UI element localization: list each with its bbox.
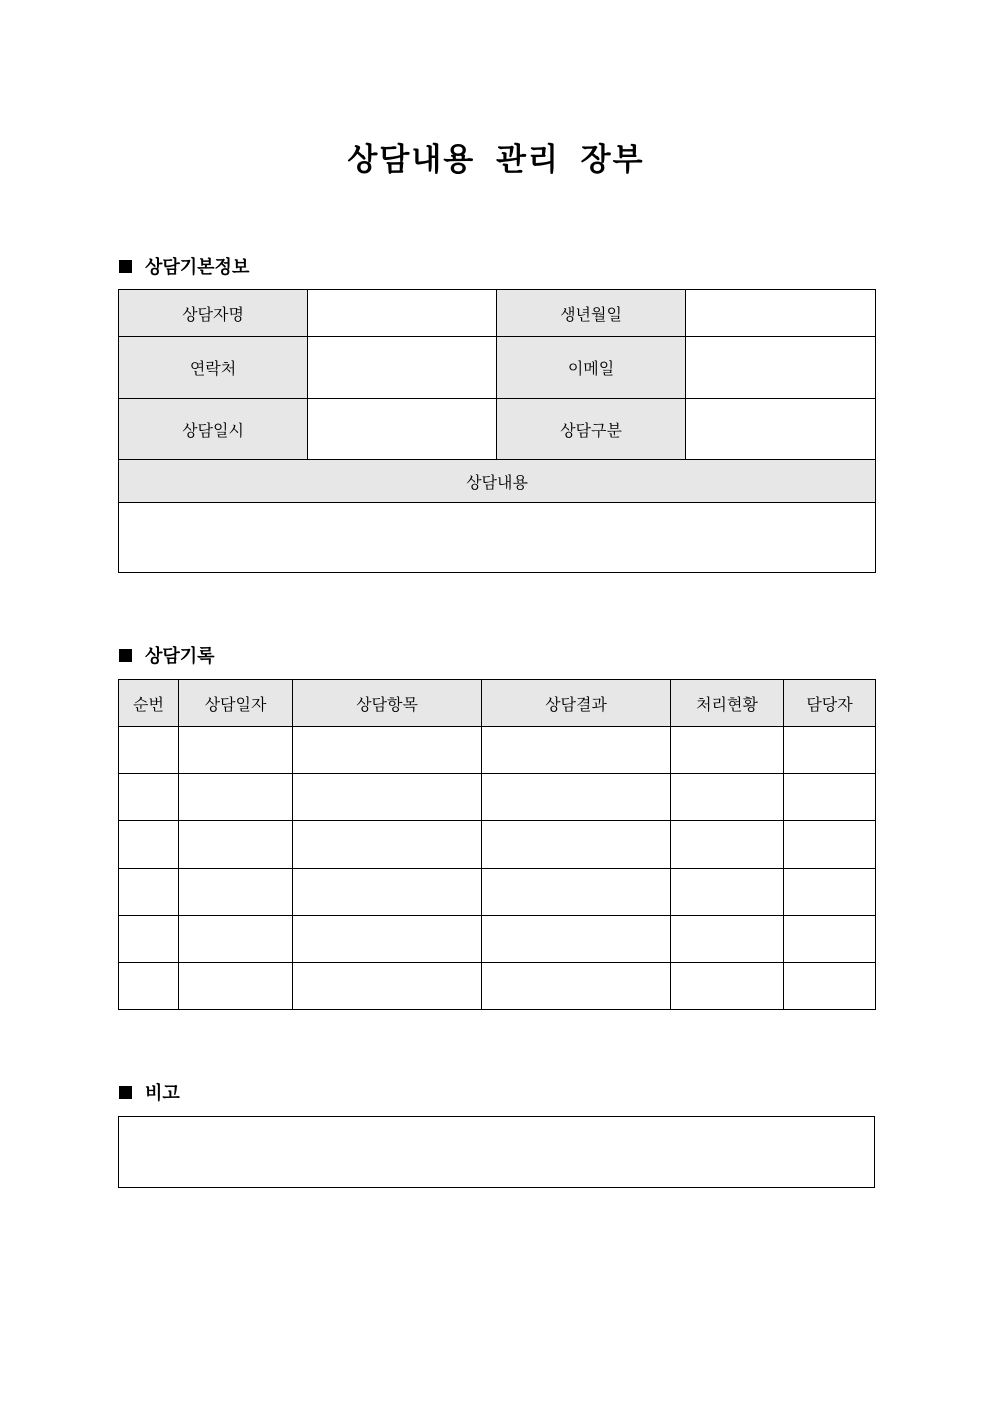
basic-info-table xyxy=(118,289,876,573)
table-cell[interactable] xyxy=(119,869,179,916)
table-cell[interactable] xyxy=(671,821,784,869)
table-cell[interactable] xyxy=(119,916,179,963)
table-cell[interactable] xyxy=(482,774,671,821)
square-bullet-icon xyxy=(119,260,132,273)
table-cell[interactable] xyxy=(119,727,179,774)
table-row xyxy=(119,727,876,774)
section-heading-remarks xyxy=(119,1079,180,1105)
table-cell[interactable] xyxy=(784,869,876,916)
table-cell[interactable] xyxy=(671,963,784,1010)
birth-date-label: 생년월일 xyxy=(497,290,686,337)
table-cell[interactable] xyxy=(293,963,482,1010)
table-cell[interactable] xyxy=(179,727,293,774)
column-header: 순번 xyxy=(119,680,179,727)
table-cell[interactable] xyxy=(482,727,671,774)
square-bullet-icon xyxy=(119,649,132,662)
column-header: 상담일자 xyxy=(179,680,293,727)
table-cell[interactable] xyxy=(671,774,784,821)
column-header: 상담결과 xyxy=(482,680,671,727)
table-row xyxy=(119,963,876,1010)
table-cell[interactable] xyxy=(784,821,876,869)
table-row xyxy=(119,869,876,916)
table-cell[interactable] xyxy=(482,963,671,1010)
counsel-datetime-label: 상담일시 xyxy=(119,399,308,460)
table-header-row xyxy=(119,680,876,727)
records-table xyxy=(118,679,876,1010)
table-cell[interactable] xyxy=(482,821,671,869)
counsel-content-label: 상담내용 xyxy=(119,460,876,503)
section-title: 비고 xyxy=(145,1083,180,1104)
table-cell[interactable] xyxy=(179,916,293,963)
email-field[interactable] xyxy=(686,337,876,399)
table-cell[interactable] xyxy=(179,963,293,1010)
table-cell[interactable] xyxy=(482,869,671,916)
counsel-content-field[interactable] xyxy=(119,503,876,573)
table-row xyxy=(119,821,876,869)
section-title: 상담기록 xyxy=(145,646,215,667)
table-cell[interactable] xyxy=(784,727,876,774)
email-label: 이메일 xyxy=(497,337,686,399)
table-cell[interactable] xyxy=(671,869,784,916)
table-cell[interactable] xyxy=(179,821,293,869)
table-cell[interactable] xyxy=(119,774,179,821)
table-cell[interactable] xyxy=(293,869,482,916)
birth-date-field[interactable] xyxy=(686,290,876,337)
section-heading-basic-info xyxy=(119,253,249,279)
table-cell[interactable] xyxy=(293,916,482,963)
table-cell[interactable] xyxy=(784,774,876,821)
counselee-name-label: 상담자명 xyxy=(119,290,308,337)
counsel-datetime-field[interactable] xyxy=(308,399,497,460)
table-cell[interactable] xyxy=(671,916,784,963)
section-title: 상담기본정보 xyxy=(145,257,250,278)
counsel-category-label: 상담구분 xyxy=(497,399,686,460)
table-row xyxy=(119,916,876,963)
table-cell[interactable] xyxy=(784,963,876,1010)
page-title: 상담내용 관리 장부 xyxy=(347,142,645,178)
table-row xyxy=(119,774,876,821)
table-cell[interactable] xyxy=(179,869,293,916)
remarks-field[interactable] xyxy=(118,1116,875,1188)
table-cell[interactable] xyxy=(671,727,784,774)
table-cell[interactable] xyxy=(482,916,671,963)
table-cell[interactable] xyxy=(293,774,482,821)
table-cell[interactable] xyxy=(293,821,482,869)
table-cell[interactable] xyxy=(293,727,482,774)
table-cell[interactable] xyxy=(179,774,293,821)
counselee-name-field[interactable] xyxy=(308,290,497,337)
table-cell[interactable] xyxy=(119,963,179,1010)
table-cell[interactable] xyxy=(119,821,179,869)
section-heading-records xyxy=(119,642,215,668)
column-header: 상담항목 xyxy=(293,680,482,727)
column-header: 처리현황 xyxy=(671,680,784,727)
contact-field[interactable] xyxy=(308,337,497,399)
square-bullet-icon xyxy=(119,1086,132,1099)
table-cell[interactable] xyxy=(784,916,876,963)
counsel-category-field[interactable] xyxy=(686,399,876,460)
column-header: 담당자 xyxy=(784,680,876,727)
contact-label: 연락처 xyxy=(119,337,308,399)
